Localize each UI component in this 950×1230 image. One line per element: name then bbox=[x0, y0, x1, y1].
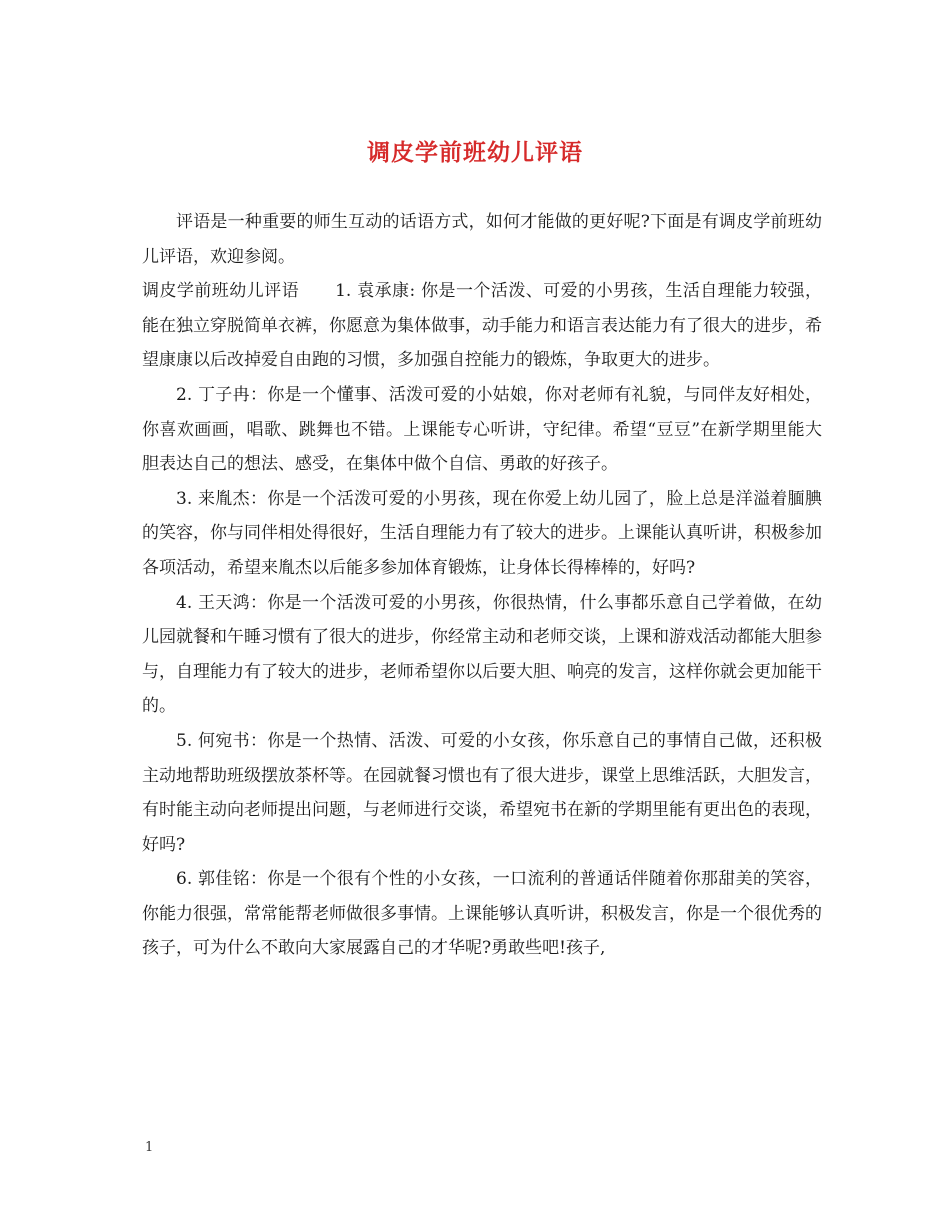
document-title: 调皮学前班幼儿评语 bbox=[367, 139, 583, 166]
item-1-text: 1. 袁承康: 你是一个活泼、可爱的小男孩，生活自理能力较强，能在独立穿脱简单衣裤，你愿意为集体做事，动手能力和语言表达能力有了很大的进步，希望康康以后改掉爱自由跑的习惯，多加强自控能力的锻炼，争取更大的进步。 bbox=[142, 281, 822, 371]
page-number: 1 bbox=[145, 1140, 154, 1155]
first-item-paragraph bbox=[142, 274, 822, 378]
item-paragraph-2: 2. 丁子冉：你是一个懂事、活泼可爱的小姑娘，你对老师有礼貌，与同伴友好相处，你喜欢画画，唱歌、跳舞也不错。上课能专心听讲，守纪律。希望“豆豆”在新学期里能大胆表达自己的想法、感受，在集体中做个自信、勇敢的好孩子。 bbox=[142, 384, 822, 475]
item-paragraph-5: 5. 何宛书：你是一个热情、活泼、可爱的小女孩，你乐意自己的事情自己做，还积极主动地帮助班级摆放茶杯等。在园就餐习惯也有了很大进步，课堂上思维活跃，大胆发言，有时能主动向老师提出问题，与老师进行交谈，希望宛书在新的学期里能有更出色的表现，好吗? bbox=[142, 730, 822, 855]
section-label: 调皮学前班幼儿评语 bbox=[142, 281, 300, 302]
document-body bbox=[142, 205, 822, 966]
intro-paragraph: 评语是一种重要的师生互动的话语方式，如何才能做的更好呢?下面是有调皮学前班幼儿评语，欢迎参阅。 bbox=[142, 212, 822, 267]
item-paragraph-4: 4. 王天鸿：你是一个活泼可爱的小男孩，你很热情，什么事都乐意自己学着做，在幼儿园就餐和午睡习惯有了很大的进步，你经常主动和老师交谈，上课和游戏活动都能大胆参与，自理能力有了较大的进步，老师希望你以后要大胆、响亮的发言，这样你就会更加能干的。 bbox=[142, 592, 822, 717]
item-paragraph-3: 3. 来胤杰：你是一个活泼可爱的小男孩，现在你爱上幼儿园了，脸上总是洋溢着腼腆的笑容，你与同伴相处得很好，生活自理能力有了较大的进步。上课能认真听讲，积极参加各项活动，希望来胤杰以后能多参加体育锻炼，让身体长得棒棒的，好吗? bbox=[142, 488, 822, 578]
item-paragraph-6: 6. 郭佳铭：你是一个很有个性的小女孩，一口流利的普通话伴随着你那甜美的笑容，你能力很强，常常能帮老师做很多事情。上课能够认真听讲，积极发言，你是一个很优秀的孩子，可为什么不敢向大家展露自己的才华呢?勇敢些吧!孩子, bbox=[142, 869, 822, 959]
